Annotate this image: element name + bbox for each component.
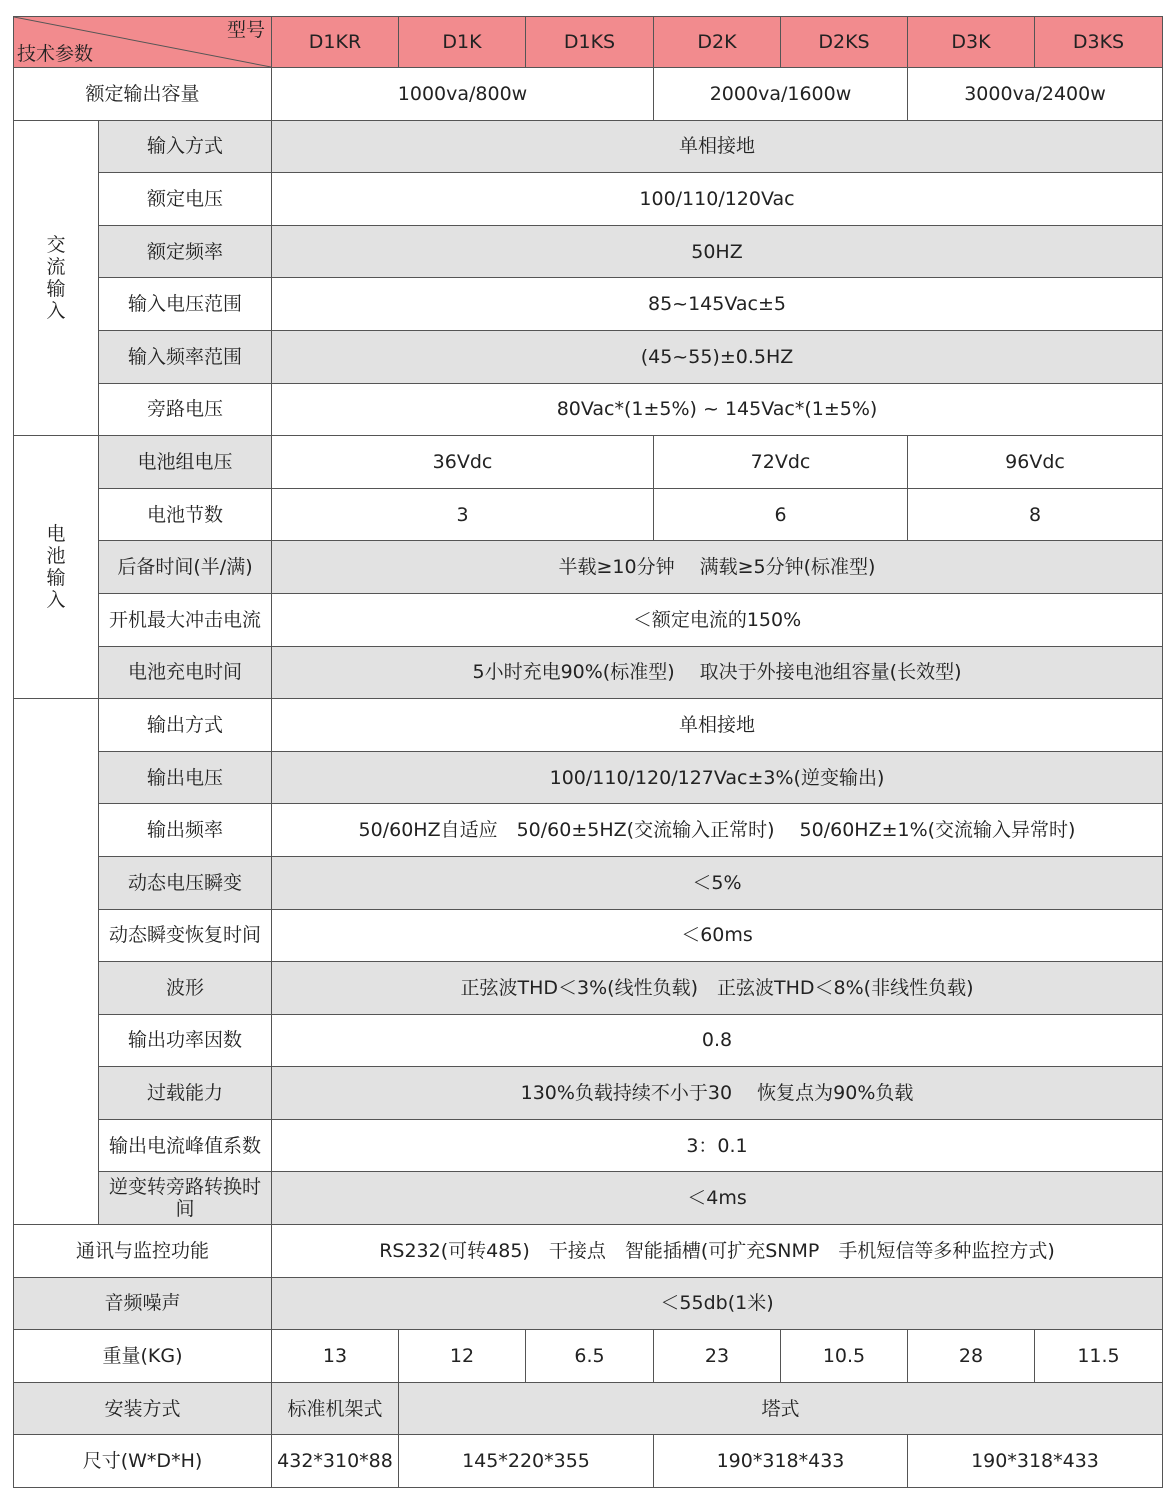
- row-label: 输入频率范围: [99, 330, 272, 383]
- row-value: (45~55)±0.5HZ: [272, 330, 1163, 383]
- row-label: 输出功率因数: [99, 1014, 272, 1067]
- row-value: 标准机架式: [272, 1382, 399, 1435]
- row-value: 6: [654, 488, 908, 541]
- row-value: 单相接地: [272, 120, 1163, 173]
- row-value: 半载≥10分钟 满载≥5分钟(标准型): [272, 541, 1163, 594]
- table-row: [14, 120, 1163, 173]
- row-value: ＜额定电流的150%: [272, 593, 1163, 646]
- row-value: 50HZ: [272, 225, 1163, 278]
- row-value: 190*318*433: [654, 1435, 908, 1488]
- row-label: 后备时间(半/满): [99, 541, 272, 594]
- row-label: 额定输出容量: [14, 68, 272, 121]
- group-label-ac-input: 交流输入: [14, 120, 99, 436]
- row-value: 3：0.1: [272, 1119, 1163, 1172]
- row-label: 输出频率: [99, 804, 272, 857]
- row-value: 85~145Vac±5: [272, 278, 1163, 331]
- spec-label: 技术参数: [17, 43, 94, 65]
- row-label: 音频噪声: [14, 1277, 272, 1330]
- group-label-output: [14, 699, 99, 1225]
- row-value: RS232(可转485) 干接点 智能插槽(可扩充SNMP 手机短信等多种监控方式): [272, 1225, 1163, 1278]
- table-row: [14, 383, 1163, 436]
- row-value: 3: [272, 488, 654, 541]
- row-value: 432*310*88: [272, 1435, 399, 1488]
- row-value: 80Vac*(1±5%) ~ 145Vac*(1±5%): [272, 383, 1163, 436]
- table-row: [14, 436, 1163, 489]
- row-label: 电池组电压: [99, 436, 272, 489]
- header-row: [14, 17, 1163, 68]
- table-row: [14, 1172, 1163, 1225]
- row-label: 额定频率: [99, 225, 272, 278]
- table-row: [14, 225, 1163, 278]
- row-label: 动态瞬变恢复时间: [99, 909, 272, 962]
- row-value: ＜60ms: [272, 909, 1163, 962]
- row-label: 动态电压瞬变: [99, 856, 272, 909]
- row-value: 100/110/120Vac: [272, 173, 1163, 226]
- table-row: [14, 593, 1163, 646]
- model-cell: D1KS: [526, 17, 654, 68]
- row-value: 190*318*433: [908, 1435, 1163, 1488]
- row-label: 输出方式: [99, 699, 272, 752]
- model-cell: D2K: [654, 17, 781, 68]
- row-value: ＜55db(1米): [272, 1277, 1163, 1330]
- row-label: 电池节数: [99, 488, 272, 541]
- table-row: [14, 68, 1163, 121]
- table-row: [14, 699, 1163, 752]
- row-label: 输入方式: [99, 120, 272, 173]
- table-row: [14, 856, 1163, 909]
- table-row: [14, 1435, 1163, 1488]
- weight-value: 6.5: [526, 1330, 654, 1383]
- row-value: 96Vdc: [908, 436, 1163, 489]
- table-row: [14, 278, 1163, 331]
- row-value: 130%负载持续不小于30 恢复点为90%负载: [272, 1067, 1163, 1120]
- row-label: 尺寸(W*D*H): [14, 1435, 272, 1488]
- row-label: 波形: [99, 962, 272, 1015]
- row-value: 0.8: [272, 1014, 1163, 1067]
- row-label: 重量(KG): [14, 1330, 272, 1383]
- group-label-battery-input: 电池输入: [14, 436, 99, 699]
- row-label: 额定电压: [99, 173, 272, 226]
- model-cell: D3KS: [1035, 17, 1163, 68]
- model-cell: D2KS: [781, 17, 908, 68]
- model-cell: D3K: [908, 17, 1035, 68]
- row-label: 开机最大冲击电流: [99, 593, 272, 646]
- table-row: [14, 1382, 1163, 1435]
- weight-value: 11.5: [1035, 1330, 1163, 1383]
- row-value: 50/60HZ自适应 50/60±5HZ(交流输入正常时) 50/60HZ±1%(交流输入异常时): [272, 804, 1163, 857]
- table-row: [14, 646, 1163, 699]
- row-label: 输出电压: [99, 751, 272, 804]
- row-value: 72Vdc: [654, 436, 908, 489]
- row-value: 塔式: [399, 1382, 1163, 1435]
- table-row: [14, 1277, 1163, 1330]
- weight-value: 12: [399, 1330, 526, 1383]
- model-cell: D1KR: [272, 17, 399, 68]
- row-label: 通讯与监控功能: [14, 1225, 272, 1278]
- table-row: [14, 1119, 1163, 1172]
- weight-value: 28: [908, 1330, 1035, 1383]
- header-corner-cell: [14, 17, 272, 68]
- row-label: 电池充电时间: [99, 646, 272, 699]
- row-label: 旁路电压: [99, 383, 272, 436]
- row-value: ＜5%: [272, 856, 1163, 909]
- row-value: 3000va/2400w: [908, 68, 1163, 121]
- weight-value: 23: [654, 1330, 781, 1383]
- table-row: [14, 909, 1163, 962]
- row-label: 逆变转旁路转换时间: [99, 1172, 272, 1225]
- row-value: 正弦波THD＜3%(线性负载) 正弦波THD＜8%(非线性负载): [272, 962, 1163, 1015]
- model-cell: D1K: [399, 17, 526, 68]
- row-value: 5小时充电90%(标准型) 取决于外接电池组容量(长效型): [272, 646, 1163, 699]
- row-value: 145*220*355: [399, 1435, 654, 1488]
- spec-table: [13, 16, 1163, 1488]
- row-label: 输入电压范围: [99, 278, 272, 331]
- table-row: [14, 804, 1163, 857]
- model-label: 型号: [226, 19, 265, 41]
- table-row: [14, 1225, 1163, 1278]
- row-value: 100/110/120/127Vac±3%(逆变输出): [272, 751, 1163, 804]
- table-row: [14, 1014, 1163, 1067]
- table-row: [14, 751, 1163, 804]
- table-row: [14, 173, 1163, 226]
- row-value: 1000va/800w: [272, 68, 654, 121]
- row-label: 过载能力: [99, 1067, 272, 1120]
- table-row: [14, 488, 1163, 541]
- table-row: [14, 330, 1163, 383]
- table-row: [14, 1330, 1163, 1383]
- table-row: [14, 1067, 1163, 1120]
- table-row: [14, 962, 1163, 1015]
- table-row: [14, 541, 1163, 594]
- row-value: 8: [908, 488, 1163, 541]
- weight-value: 10.5: [781, 1330, 908, 1383]
- row-value: ＜4ms: [272, 1172, 1163, 1225]
- row-label: 输出电流峰值系数: [99, 1119, 272, 1172]
- row-value: 36Vdc: [272, 436, 654, 489]
- row-label: 安装方式: [14, 1382, 272, 1435]
- weight-value: 13: [272, 1330, 399, 1383]
- row-value: 2000va/1600w: [654, 68, 908, 121]
- row-value: 单相接地: [272, 699, 1163, 752]
